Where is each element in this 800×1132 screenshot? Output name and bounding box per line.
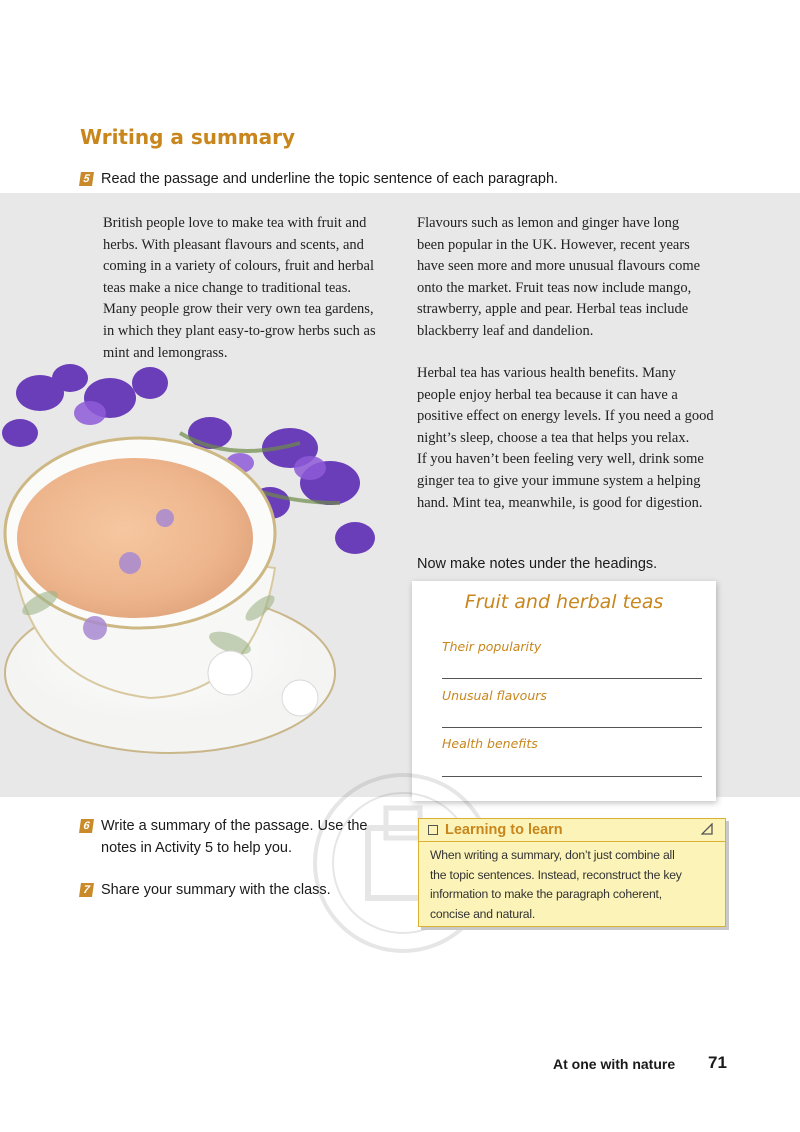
tip-line: the topic sentences. Instead, reconstruct the key (430, 867, 682, 882)
passage-line: onto the market. Fruit teas now include mango, (417, 279, 692, 296)
passage-line: ginger tea to give your immune system a helping (417, 473, 701, 489)
passage-line: positive effect on energy levels. If you need a good (417, 408, 714, 425)
passage-line: strawberry, apple and pear. Herbal teas include (417, 301, 689, 318)
activity-5-instruction (80, 168, 558, 190)
page-number: 71 (708, 1053, 727, 1072)
passage-line: hand. Mint tea, meanwhile, is good for digestion. (417, 494, 703, 511)
unit-title: At one with nature (553, 1056, 676, 1072)
corner-triangle-icon (701, 823, 713, 835)
passage-line: herbs. With pleasant flavours and scents, and (103, 236, 364, 253)
passage-line: mint and lemongrass. (103, 344, 228, 361)
tip-line: When writing a summary, don’t just combine all (430, 848, 675, 862)
passage-line: British people love to make tea with fruit and (103, 215, 367, 231)
activity-number-badge: 7 (79, 883, 94, 897)
learning-to-learn-box (418, 818, 726, 927)
learning-to-learn-title: Learning to learn (445, 822, 563, 838)
note-heading-popularity: Their popularity (442, 639, 542, 654)
tea-cup-photo (0, 353, 440, 797)
notes-prompt: Now make notes under the headings. (417, 556, 658, 572)
passage-line: been popular in the UK. However, recent years (417, 236, 690, 253)
activity-number-badge: 6 (79, 819, 94, 833)
passage-line: night’s sleep, choose a tea that helps you relax. (417, 429, 690, 446)
activity-6-line-1: Write a summary of the passage. Use the (101, 818, 368, 834)
activity-number-badge: 5 (79, 172, 94, 186)
learning-to-learn-header (419, 819, 725, 842)
note-heading-flavours: Unusual flavours (442, 688, 547, 703)
passage-line: coming in a variety of colours, fruit and herbal (103, 258, 374, 275)
passage-line: teas make a nice change to traditional teas. (103, 279, 352, 296)
passage-line: have seen more and more unusual flavours come (417, 258, 701, 275)
activity-7-text: Share your summary with the class. (101, 882, 331, 898)
activity-5-text: Read the passage and underline the topic sentence of each paragraph. (101, 171, 559, 187)
activity-6-line-2: notes in Activity 5 to help you. (101, 840, 293, 856)
section-title: Writing a summary (80, 125, 296, 149)
passage-line: Many people grow their very own tea gardens, (103, 301, 374, 318)
activity-6-instruction (80, 815, 368, 859)
note-heading-health: Health benefits (442, 736, 538, 751)
notes-title: Fruit and herbal teas (464, 591, 664, 613)
note-input-popularity[interactable] (442, 678, 702, 679)
passage-line: Flavours such as lemon and ginger have long (417, 215, 680, 231)
passage-line: blackberry leaf and dandelion. (417, 323, 594, 339)
learning-to-learn-body (419, 842, 725, 924)
passage-line: If you haven’t been feeling very well, drink some (417, 451, 704, 468)
tip-line: information to make the paragraph coherent, (430, 887, 662, 901)
note-input-flavours[interactable] (442, 727, 702, 728)
activity-7-instruction (80, 879, 331, 901)
passage-line: in which they plant easy-to-grow herbs such as (103, 323, 376, 339)
square-bullet-icon (428, 825, 438, 835)
passage-line: Herbal tea has various health benefits. Many (417, 365, 676, 381)
tip-line: concise and natural. (430, 906, 536, 921)
passage-line: people enjoy herbal tea because it can have a (417, 386, 678, 403)
